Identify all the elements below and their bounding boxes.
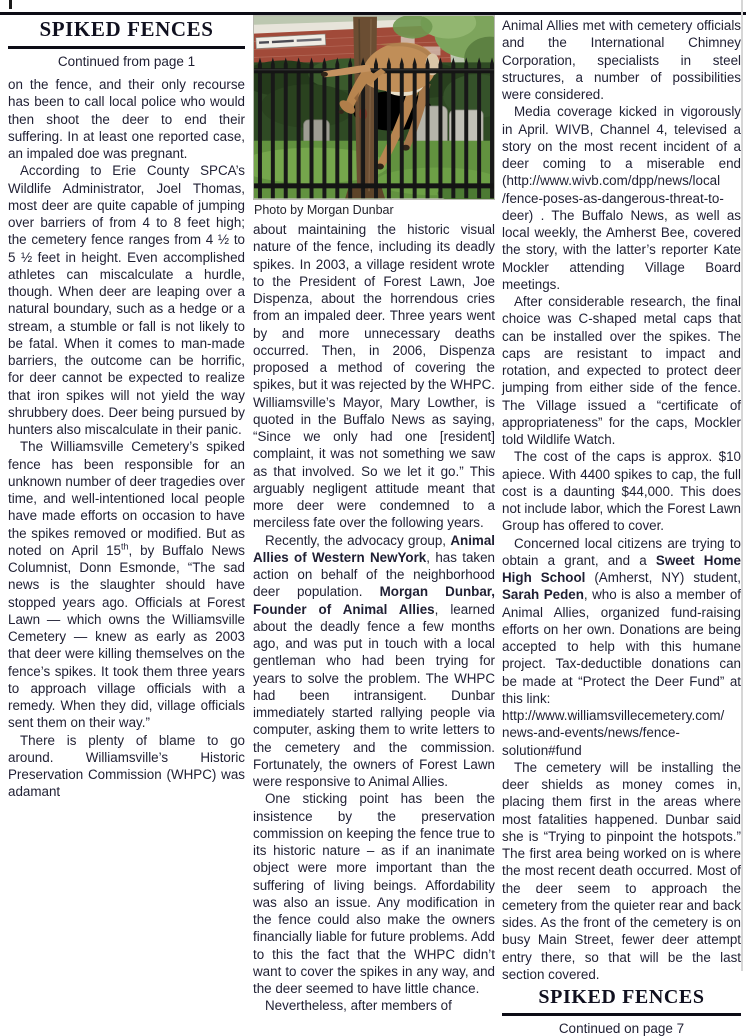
article-paragraph: Nevertheless, after members of	[265, 998, 452, 1014]
article-paragraph: on the fence, and their only recourse has been to call local police who would then shoot the deer to end their suffering. In at least one reported case, an impaled doe was pregnant.	[8, 77, 245, 161]
article-paragraph: According to Erie County SPCA’s Wildlife Administrator, Joel Thomas, most deer are quite capable of jumping over barriers of from 4 to 8 feet high; the cemetery fence ranges from 4 ½ to 5 ½ feet in height. Even accomplished athletes can miscalculate a hurdle, though. When deer are leaping over a natural boundary, such as a hedge or a stream, a stumble or fall is not likely to be fatal. When it comes to man-made barriers, the outcome can be horrific, for deer cannot be expected to realize that iron spikes will not yield the way shrubbery does. Deer being pursued by hunters also miscalculate in their panic.	[8, 163, 245, 437]
continued-on-note: Continued on page 7	[558, 1020, 685, 1036]
column-left	[8, 17, 245, 801]
footer-rule	[502, 1013, 741, 1016]
deer-on-fence-illustration	[254, 16, 494, 199]
article-paragraph: There is plenty of blame to go around. Williamsville’s Historic Preservation Commission (WHPC) was adamant	[8, 732, 245, 800]
scan-edge-line	[741, 0, 743, 971]
article-footer	[502, 986, 741, 1036]
article-paragraph: The cemetery will be installing the deer shields as money comes in, placing them first in the areas where most fatalities happened. Dunbar said she is “Trying to pinpoint the hotspots.” The first area being worked on is where the most recent death occurred. Most of the deer seem to approach the cemetery from the quieter rear and back sides. As the front of the cemetery is on busy Main Street, fewer deer attempt entry there, so that will be the last section covered.	[502, 759, 741, 982]
title-rule	[8, 46, 245, 49]
column-right	[502, 17, 741, 1036]
footer-article-title: SPIKED FENCES	[538, 986, 705, 1008]
continued-from-note: Continued from page 1	[57, 54, 196, 69]
article-paragraph: Concerned local citizens are trying to obtain a grant, and a Sweet Home High School (Amherst, NY) student, Sarah Peden, who is also a member of Animal Allies, organized fund-raising efforts on her own. Donations are being accepted to help with this humane project. Tax-deductible donations can be made at “Protect the Deer Fund” at this link: http://www.williamsvillecemetery.com/ news-and-events/news/fence-solution#fund	[502, 535, 741, 758]
scan-artifact-tick	[9, 0, 12, 9]
middle-column-text	[253, 221, 495, 1015]
article-title: SPIKED FENCES	[39, 17, 214, 41]
article-paragraph: Media coverage kicked in vigorously in April. WIVB, Channel 4, televised a story on the most recent incident of a deer coming to a miserable end (http://www.wivb.com/dpp/news/local /fence-poses-as-dangerous-threat-to-deer) . The Buffalo News, as well as local weekly, the Amherst Bee, covered the story, with the latter’s reporter Kate Mockler attending Village Board meetings.	[502, 104, 741, 292]
article-paragraph: The Williamsville Cemetery’s spiked fence has been responsible for an unknown number of deer tragedies over time, and well-intentioned local people have made efforts on occasion to have the spikes removed or modified. But as noted on April 15th, by Buffalo News Columnist, Donn Esmonde, “The sad news is the slaughter should have stopped years ago. Officials at Forest Lawn — which owns the Williamsville Cemetery — knew as early as 2003 that deer were killing themselves on the fence’s spikes. It took them three years to approach village officials with a remedy. When they did, village officials sent them on their way.”	[8, 439, 245, 731]
article-paragraph: about maintaining the historic visual nature of the fence, including its deadly spikes. In 2003, a village resident wrote to the President of Forest Lawn, Joe Dispenza, about the horrendous cries from an impaled deer. Three years went by and more unnecessary deaths occurred. Then, in 2006, Dispenza proposed a method of covering the spikes, but it was rejected by the WHPC. Williamsville’s Mayor, Mary Lowther, is quoted in the Buffalo News as saying, “Since we only had one [resident] complaint, it was not something we saw as that involved. So we let it go.” This arguably negligent attitude meant that more deer were condemned to a merciless fate over the following years.	[253, 222, 495, 531]
article-paragraph: Recently, the advocacy group, Animal Allies of Western NewYork, has taken action on behalf of the neighborhood deer population. Morgan Dunbar, Founder of Animal Allies, learned about the deadly fence a few months ago, and was put in touch with a local gentleman who had been trying for years to solve the problem. The WHPC had been intransigent. Dunbar immediately started rallying people via computer, asking them to write letters to the cemetery and the commission. Fortunately, the owners of Forest Lawn were responsive to Animal Allies.	[253, 532, 495, 789]
article-paragraph: One sticking point has been the insistence by the preservation commission on keeping the fence true to its historic nature – as if an inanimate object were more important than the suffering of living beings. Affordability was also an issue. Any modification in the fence could also make the owners financially liable for future problems. Add to this the fact that the WHPC didn’t want to cover the spikes in any way, and the deer seemed to have little chance.	[253, 791, 495, 996]
left-column-text	[8, 76, 245, 801]
right-column-text	[502, 17, 741, 983]
article-paragraph: After considerable research, the final choice was C-shaped metal caps that can be installed over the spikes. The caps are resistant to impact and rotation, and expected to protect deer jumping from either side of the fence. The Village issued a “certificate of appropriateness” for the caps, Mockler told Wildlife Watch.	[502, 294, 741, 447]
column-middle	[253, 15, 495, 1015]
article-paragraph: Animal Allies met with cemetery officials and the International Chimney Corporation, specialists in steel structures, a number of possibilities were considered.	[502, 18, 741, 102]
photo-caption: Photo by Morgan Dunbar	[254, 203, 394, 217]
article-paragraph: The cost of the caps is approx. $10 apiece. With 4400 spikes to cap, the full cost is a daunting $44,000. This does not include labor, which the Forest Lawn Group has offered to cover.	[502, 449, 741, 534]
deer-photo	[253, 15, 495, 200]
